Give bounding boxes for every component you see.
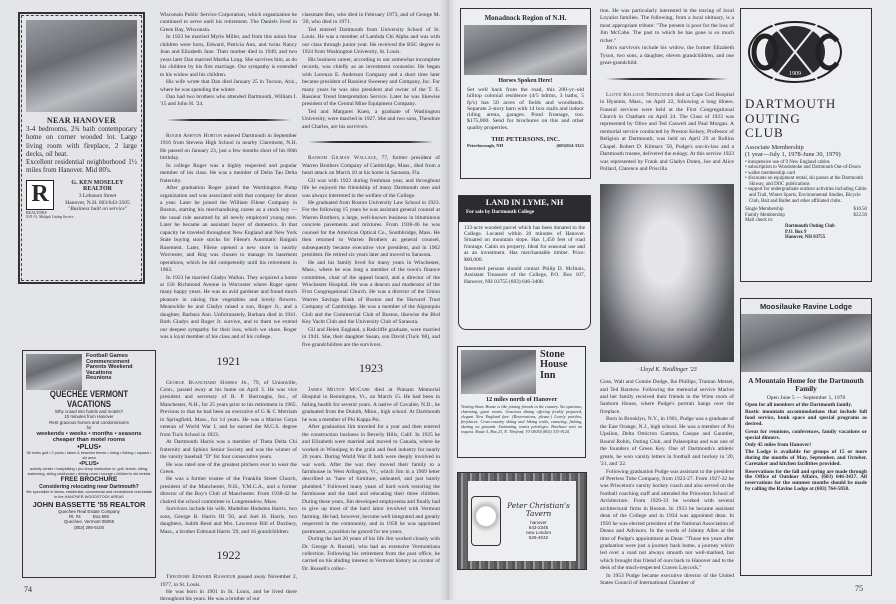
paragraph: Wisconsin Public Service Corporation, which organization he continued to serve until his retirement. The Daniels lived in Green Bay, Wisconsin. xyxy=(160,12,297,33)
company: THE PETERSONS, INC. xyxy=(491,136,560,144)
phone: 643-2345 xyxy=(528,524,549,530)
obituary-name: James Milton McCabe xyxy=(308,387,370,394)
page-gutter xyxy=(440,0,456,600)
paragraph: Ted and Margaret Kuen, a graduate of Washington University, were married in 1927. She and two sons, Theodore and Charles, are his survivors. xyxy=(302,108,440,130)
city-phone: Hanover, N.H. 603/643-3505 xyxy=(65,199,130,206)
ad-subtitle: Horses Spoken Here! xyxy=(498,78,553,84)
paragraph: In 1953 Pudge became executive director of the United States Council of International Chamber of xyxy=(600,572,734,587)
realtor-logo-label: REALTOR® xyxy=(26,209,48,215)
price-label: Family Membership xyxy=(745,212,785,218)
ad-title: Monadnock Region of N.H. xyxy=(484,14,567,22)
paragraph: Gil was with 1922 during freshman year, and throughout life he enjoyed the friendship of many Dartmouth men and was always interested in the welfare of the College. xyxy=(302,177,440,199)
paragraph: In 1923 he married Myrle Miller, and from this union four children were born, Edward, Patricia Ann, and twins Nancy Jean and Elizabeth Jane. Their mother died in 1949, and two years later Dan married Martha Long. She survives him, as do his children by his first marriage. Our sympathy is extended to his widow and his children. xyxy=(160,34,297,78)
street: 3 Lebanon Street xyxy=(78,192,117,199)
location: hanover xyxy=(530,519,547,525)
paragraph: Goss, Walt and Connie Dodge, Ike Phillips, Truman Metzel, and Ted Barstow. Following the memorial service Marion and her family received their friends in the Wren room of Sanborn House, where Pudge's portrait hangs over the fireplace. xyxy=(600,379,734,415)
tavern-name: Peter Christian's Tavern xyxy=(507,501,570,518)
agent-title: REALTOR xyxy=(82,186,112,193)
free-brochure: FREE BROCHURE xyxy=(60,476,118,484)
tavern-sign-portrait xyxy=(471,496,501,546)
benefit-item: • discounts on equipment rental, ski passes at the Dartmouth Skiway, and DOC publications xyxy=(745,176,867,187)
paragraph: After graduation Roger joined the Worthington Pump organization and was associated with that company for about a year. Later he joined the William Filene Company in Boston, starting his merchandising career as a stock boy — the usual role assumed by all newly employed young men. Later he became an assistant buyer of domestics. In that capacity he traveled throughout New England and New York State buying store stocks for Filene's Automatic Bargain Basement. Later, Filene opened a new store in nearby Worcester, and Rog was chosen to manage its basement operations, which he did competently until his retirement in 1963. xyxy=(160,185,297,274)
ad-subtitle: For sale by Dartmouth College xyxy=(466,209,535,215)
page-number: 75 xyxy=(855,584,863,593)
location: new London xyxy=(525,529,552,535)
ad-title: CLUB xyxy=(745,125,784,140)
membership-period: (1 year—July 1, 1978-June 30, 1979) xyxy=(745,150,841,158)
ad-stone-house-inn xyxy=(457,346,586,458)
event-item: Football Games xyxy=(86,353,128,359)
class-year-heading: 1921 xyxy=(216,353,241,368)
portrait-photo xyxy=(600,184,734,362)
inn-name: Inn xyxy=(540,369,556,381)
relocating-line: Considering relocating near Dartmouth? xyxy=(39,483,139,490)
paragraph: During the last 20 years of his life Jim worked closely with Dr. George A. Russell, who had an extensive Vermontiana collection. Following his retirement from the post office, he carried on his abiding interest in Vermont history as curator of Dr. Russell's collec- xyxy=(302,536,440,572)
logo-year: 1909 xyxy=(789,71,801,77)
benefit-item: • wallet membership card xyxy=(745,171,867,177)
paragraph: Only 45 miles from Hanover! xyxy=(745,441,812,448)
ad-near-hanover xyxy=(18,12,145,284)
paragraph: He was born in 1901 in St. Louis, and he lived there throughout his years. He was a brother of our xyxy=(160,589,297,603)
ad-peter-christians-tavern xyxy=(457,472,587,570)
slogan: "Business built on service" xyxy=(67,206,128,213)
ad-body: Set well back from the road, this 200-yr.-old hilltop colonial residence (4/5 bdrms, 3 baths, 5 fp's) has 50 acres of fields and woodlands. Separate 2-story barn with 14 box stalls and indoor riding arena, garages. Pond frontage, too. $175,000. Send for brochures on this and other quality properties. xyxy=(467,87,584,131)
ad-title: DARTMOUTH xyxy=(745,96,837,111)
ad-quechee-vermont xyxy=(22,350,156,578)
realtor-logo-icon: R xyxy=(26,180,54,210)
ad-body: Visiting Stone House is like joining friends in the country. Six spacious, charming, guest rooms. Gracious dining offering freshly prepared, elegant New England fare. (Reservations, please.) Lovely porches, fireplaces. Cross-country skiing and hiking trails, canoeing, fishing, skating on grounds. Swimming, tennis privileges. Brochure sent on request. Route 5, Box 23, N. Thetford, VT 05054 (802) 333-9124. xyxy=(461,404,582,434)
paragraph: classmate Ben, who died in February 1973, and of George M. '20, who died in 1971. xyxy=(302,12,440,26)
paragraph: His business career, according to our somewhat incomplete records, was chiefly as an investment counselor. He began with Lorenzo E. Anderson Company and a short time later became president of Rassieur Sweeney and Company, Inc. For many years he was also president and owner of the T. E. Rassieur Trend Interpretation Service. Later he was likewise president of the Central Mine Equipment Company. xyxy=(302,56,440,108)
paragraph: He and his family lived for many years in Winchester, Mass., where he was long a member of the town's finance committee, chair of the appeal board, and a director of the Winchester Hospital. He was a deacon and moderator of the First Congregational Church. He was a director of the Union Warren Savings Bank of Boston and the Harvard Trust Company of Cambridge. He was a member of the Algonquin Club and the Commercial Club of Boston, likewise the Bird Key Yacht Club and the University Club of Sarasota. xyxy=(302,259,440,326)
ad-line: Rent gracious homes and condominiums xyxy=(49,419,129,425)
obituary-name: Roger Ashton Horton xyxy=(166,132,223,139)
ad-land-in-lyme xyxy=(458,195,591,330)
phone: (802) 295-5100 xyxy=(73,524,105,530)
paragraph: tion. He was particularly interested in the tracing of local Loyalist families. The following, from a local obituary, is a most appropriate tribute: "The present is poor for the loss of Jim McCabe. The past to which he has gone is so much richer." xyxy=(600,8,734,44)
inn-sketch xyxy=(461,350,536,394)
benefits-list xyxy=(745,160,867,205)
ad-body: 3-4 bedrooms, 2¾ bath contemporary home on corner wooded lot. Large living room with fireplace, 2 large decks, oil heat. xyxy=(26,125,137,158)
column-1 xyxy=(160,12,297,604)
company: Quechee Real Estate Company xyxy=(58,508,120,514)
benefit-item: • inexpensive use of 9 New England cabins xyxy=(745,160,867,166)
paragraph: entered Dartmouth in September 1916 from Stevens High School in nearby Claremont, N.H. He passed on January 23, just a few months short of his 80th birthday. xyxy=(160,132,297,162)
obituary-name: Lloyd Kellock Neidlinger xyxy=(606,91,674,98)
cheaper-line: cheaper than motel rooms xyxy=(52,437,126,444)
paragraph: Jim's survivors include his widow, the former Elizabeth Tyson, two sons, a daughter, eleven grandchildren, and one great-grandchild. xyxy=(600,45,734,67)
agent-name: G. KEN MOSELEY xyxy=(71,179,124,186)
price: $22.50 xyxy=(853,212,867,218)
left-page-74 xyxy=(0,0,448,603)
paragraph: Dan had two brothers who attended Dartmouth, William I. '15 and John H. '24. xyxy=(160,93,297,108)
benefit-item: • support for undergraduate outdoor activities including Cabin and Trail, Winter Sports, Environmental Studies, Bicycle Club, Bait and Bullet and other affiliated clubs. xyxy=(745,187,867,204)
benefit-item: • subscription to Woodsmoke and Dartmouth Out-of-Doors xyxy=(745,165,867,171)
paragraph: His wife wrote that Dan died January 25 in Tucson, Ariz., where he was spending the winter. xyxy=(160,79,297,93)
inn-name: House xyxy=(540,359,568,371)
ad-title: OUTING xyxy=(745,110,801,126)
ad-title: LAND IN LYME, NH xyxy=(485,198,564,207)
divider xyxy=(606,78,728,80)
mls-note: N.H.-Vt. Multiple Listing Service xyxy=(26,214,74,219)
ad-body-2: Excellent residential neighborhood 1½ miles from Hanover. Mid 80's. xyxy=(26,158,137,175)
paragraph: Following graduation Pudge was assistant to the president of Peerless Tube Company, from 1923-27. From 1927-32 he was Princeton's varsity hockey coach and also served on the football coaching staff and attended the Princeton School of Architecture. From 1929-33 he worked with several architectural firms in Boston. In 1933 he became assistant dean of the College and in 1934 was appointed dean. In 1950 he was elected president of the National Association of Deans and Advisors. In the words of Johnny Allen at the time of Pudge's appointment as Dean: "Those ten years after graduation were just a journey back home, a journey which led over a road not always smooth nor well-marked, but which brought this friend of ours back to Hanover and to the desk of the much-respected Craven Laycock." xyxy=(600,468,734,572)
paragraph: Rustic mountain accommodations that include full food service, bunk space and special programs as desired. xyxy=(745,409,867,428)
price-label: Single Membership xyxy=(745,207,784,213)
address-line: Hanover, NH 03755 xyxy=(785,235,826,241)
event-item: Commencement xyxy=(86,358,130,365)
photo-caption: · Lloyd K. Neidlinger '23 xyxy=(637,366,697,373)
membership-heading: Associate Membership xyxy=(745,143,804,151)
ad-line: for xyxy=(86,425,92,431)
paragraph: died at Cape Cod Hospital in Hyannis, Mass., on April 22, following a long illness. Funeral services were held at the First Congregational Church in Chatham on April 24. The Class of 1923 was represented by Olive and Ted Caswell and Paul Morgan. A memorial service conducted by Preston Kelsey, Professor of Religion at Dartmouth, was held on April 29 at Rollins Chapel. Robert D. Kilmarx '50, Pudge's son-in-law and a Dartmouth trustee, delivered the eulogy. At this service 1923 was represented by Frank and Gladys Doten, Joe and Alice Pollard, Clarence and Priscilla xyxy=(600,91,734,173)
paragraph: He was rated one of the greatest pitchers ever to wear the Green. xyxy=(160,461,297,476)
paragraph: Gil and Helen England, a Radcliffe graduate, were married in 1941. She, their daughter Susan, son David (Tuck '68), and five grandchildren are the survivors. xyxy=(302,326,440,348)
price: $10.50 xyxy=(853,207,867,213)
specialize-text: We specialize in farms, residential, commercial and recreational real estate in the HANOVER-WOODSTOCK AREAS xyxy=(26,490,152,499)
paragraph: passed away November 2, 1977, in St. Louis. xyxy=(160,574,298,588)
paragraph: Reservations for the fall and spring are made through the Office of Outdoor Affairs, (603) 646-3437. All reservations for the summer months should be made by calling the Ravine Lodge at (603) 764-5858. xyxy=(745,468,867,493)
lodge-photo xyxy=(741,314,871,372)
ad-line: Why crowd into hotels and motels? xyxy=(54,409,124,414)
paragraph: Great for reunions, conferences, family vacations or special dinners. xyxy=(745,428,867,441)
town: Peterborough, NH xyxy=(467,143,504,149)
ad-contact: Interested persons should contact Philip D. McInnis, Assistant Treasurer of the College, P.O. Box 107, Hanover, NH 03755 (603) 646-3408. xyxy=(464,266,585,285)
obituary-name: Ransom Gilman Wallace xyxy=(308,155,377,162)
paragraph: After graduation Jim traveled for a year and then entered the construction business in Beverly Hills, Calif. In 1925 he and Elizabeth were married and moved to Canada, where he worked in Winnipeg in the grain and feed industry for nearly 20 years. During World War II both were deeply involved in war work. After the war they moved their family to a farmhouse in West Arlington, Vt., which Jim in a 1969 letter described as "bare of furniture, unheated, and just barely plumbed." Followed many years of hard work restoring the farmhouse and the land and educating their three children. During these years, Jim developed emphysema and finally had to give up most of the hard labor involved with Vermont farming. He had, however, become well integrated and greatly respected in the community, and in 1958 he was appointed postmaster, a position he graced for ten years. xyxy=(302,424,440,535)
paragraph: The Lodge is available for groups of 15 or more during the months of May, September, and October. Caretaker and kitchen facilitites provided. xyxy=(745,449,867,468)
paragraph: At Dartmouth Harris was a member of Theta Delta Chi fraternity and Sphinx Senior Society and was the winner of the varsity baseball "D" for four consecutive years. xyxy=(160,439,297,461)
paragraph: In college Roger was a highly respected and popular member of his class. He was a member of Delta Tau Delta fraternity. xyxy=(160,162,297,184)
column-2 xyxy=(302,12,440,573)
event-item: Vacations xyxy=(86,369,113,376)
event-item: Parents Weekend xyxy=(86,364,133,371)
doc-logo-icon xyxy=(745,13,845,91)
paragraph: Born in Brooklyn, N.Y., in 1901, Pudge was a graduate of the East Orange, N.J., high school. He was a member of Psi Upsilon, Delta Omicron Gamma, Casque and Gauntlet, Round Robin, Outing Club, and Palaeopitus and was one of the founders of Green Key. One of Dartmouth's athletic greats, he won varsity letters in football and hockey in '20, '21, and '22. xyxy=(600,416,734,468)
ad-body: 133-acre wooded parcel which has been donated to the College. Located within 20 minutes of Hanover. Situated on mountain slope. Has 1,450 feet of road frontage. Cabin on property. Ideal for seasonal use and as an investment. Has merchantable timber. Price: $60,000. xyxy=(464,224,585,263)
paragraph: He graduated from Boston University Law School in 1923. For the following 15 years he was assistant general counsel at Warren Brothers, a large, well-known business in bituminous concrete pavements and mixtures. From 1938-46 he was counsel for the American Optical Co., Southbridge, Mass. He then returned to Warren Brothers as general counsel, subsequently became executive vice president, and in 1962 president. He retired six years later and moved to Sarasota. xyxy=(302,199,440,259)
address-line: P.O. Box 9 xyxy=(785,229,807,235)
ad-title: Moosilauke Ravine Lodge xyxy=(741,299,871,314)
town: Quechee, Vermont 05059 xyxy=(63,519,115,525)
class-year-heading: 1923 xyxy=(359,361,383,376)
route-box: Rt. #4 Box 580 xyxy=(68,513,110,519)
ad-headline: NEAR HANOVER xyxy=(46,116,117,125)
class-year-heading: 1922 xyxy=(216,548,241,563)
ad-headline: A Mountain Home for the Dartmouth Family xyxy=(748,377,864,393)
paragraph: In 1923 he married Gladys Wallon. They acquired a home at 156 Richmond Avenue in Worcester where Roger spent many happy years. He was an avid gardener and found much pleasure in raising fine vegetables and lovely flowers. Meanwhile he and Gladys raised a son, Roger Jr., and a daughter, Barbara Ann. Unfortunately, Barbara died in 1941. Both Gladys and Roger Jr. survive, and to them we extend our deepest sympathy for their loss, which we share. Roger was a loyal member of his class and of his college. xyxy=(160,274,297,341)
house-photo xyxy=(26,20,137,112)
plus-heading: •PLUS• xyxy=(79,460,99,467)
divider xyxy=(308,141,434,143)
event-item: Reunions xyxy=(86,375,112,382)
phone: 526-4042 xyxy=(528,534,549,540)
obituary-name: George Blanchard Harris Jr. xyxy=(166,379,248,386)
obituary-name: Theodore Edward Rassieur xyxy=(166,574,236,581)
column-right xyxy=(600,8,734,588)
paragraph: died at Putnam Memorial Hospital in Bennington, Vt., on March 15. He had been in failing health for several years. A native of Cavalier, N.D., he graduated from the Duluth, Minn., high school. At Dartmouth he was a member of Phi Kappa Psi. xyxy=(302,387,440,423)
ad-headline: QUECHEE VERMONT VACATIONS xyxy=(49,389,129,409)
open-dates: Open June 5 — September 1, 1978 xyxy=(766,395,846,401)
colonial-house-photo xyxy=(464,25,587,75)
ad-dartmouth-outing-club xyxy=(740,8,872,282)
paragraph: , 79, of Unionville, Conn., passed away at his home on April 3. He was vice president and secretary of R. P. Burroughs, Inc., of Manchester, N.H., for 25 years prior to his retirement in 1965. Previous to that he had been an executive of G & C Merriam in Springfield, Mass., for 14 years. He was a Marine Corps veteran of World War I, and he earned the M.C.S. degree from Tuck School in 1923. xyxy=(160,379,297,438)
amenities: activity center • babysitting • pro shop instruction in: golf, tennis, riding, swimming, skiing clubhouse • dining room • lounge • children's ski rentals xyxy=(27,467,151,476)
realtor-name: JOHN BASSETTE '55 REALTOR xyxy=(32,499,146,509)
rental-periods: weekends • weeks • months • seasons xyxy=(36,430,142,437)
plus-heading: •PLUS• xyxy=(77,443,101,451)
page-number: 74 xyxy=(24,585,32,594)
tagline: 12 miles north of Hanover xyxy=(485,396,558,403)
phone: (603)924-3321 xyxy=(556,143,584,149)
address-line: Dartmouth Outing Club xyxy=(785,224,835,230)
paragraph: Survivors include his wife, Madeline Hodsdon Harris, two sons, George B. Harris III '50, and Joel H. Harris, two daughters, Judith Reed and Mrs. Lawrence Bill of Duxbury, Mass., a brother Edmund Harris '29, and 16 grandchildren. xyxy=(160,506,297,535)
ad-line: 10 minutes from Hanover xyxy=(64,414,114,420)
amenities: 36 holes golf • 2 pools • lakes & beaches tennis • riding • fishing • squash • ski area xyxy=(26,451,152,460)
paragraph: Ted entered Dartmouth from University School of St. Louis. He was a member of Lambda Chi Alpha and was with our class through junior year. He received the BSC degree in 1924 from Washington University, St. Louis. xyxy=(302,26,440,56)
lodge-sketch xyxy=(26,354,82,390)
ad-monadnock xyxy=(460,8,591,179)
paragraph: He was a former trustee of the Franklin Street Church, president of the Manchester, N.H., Y.M.C.A., and a former director of the Boy's Club of Manchester. From 1938-42 he chaired the school committee in Longmeadow, Mass. xyxy=(160,476,297,505)
inn-name: Stone xyxy=(540,349,565,360)
ad-moosilauke-ravine-lodge xyxy=(740,298,872,576)
paragraph: , 77, former president of Warren Brothers Company of Cambridge, Mass., died from a heart attack on March 10 at his home in Sarasota, Fla. xyxy=(302,155,440,177)
divider xyxy=(166,119,291,121)
paragraph: Open for all members of the Dartmouth family. xyxy=(745,402,853,408)
mail-label: Mail check to: xyxy=(745,218,774,224)
